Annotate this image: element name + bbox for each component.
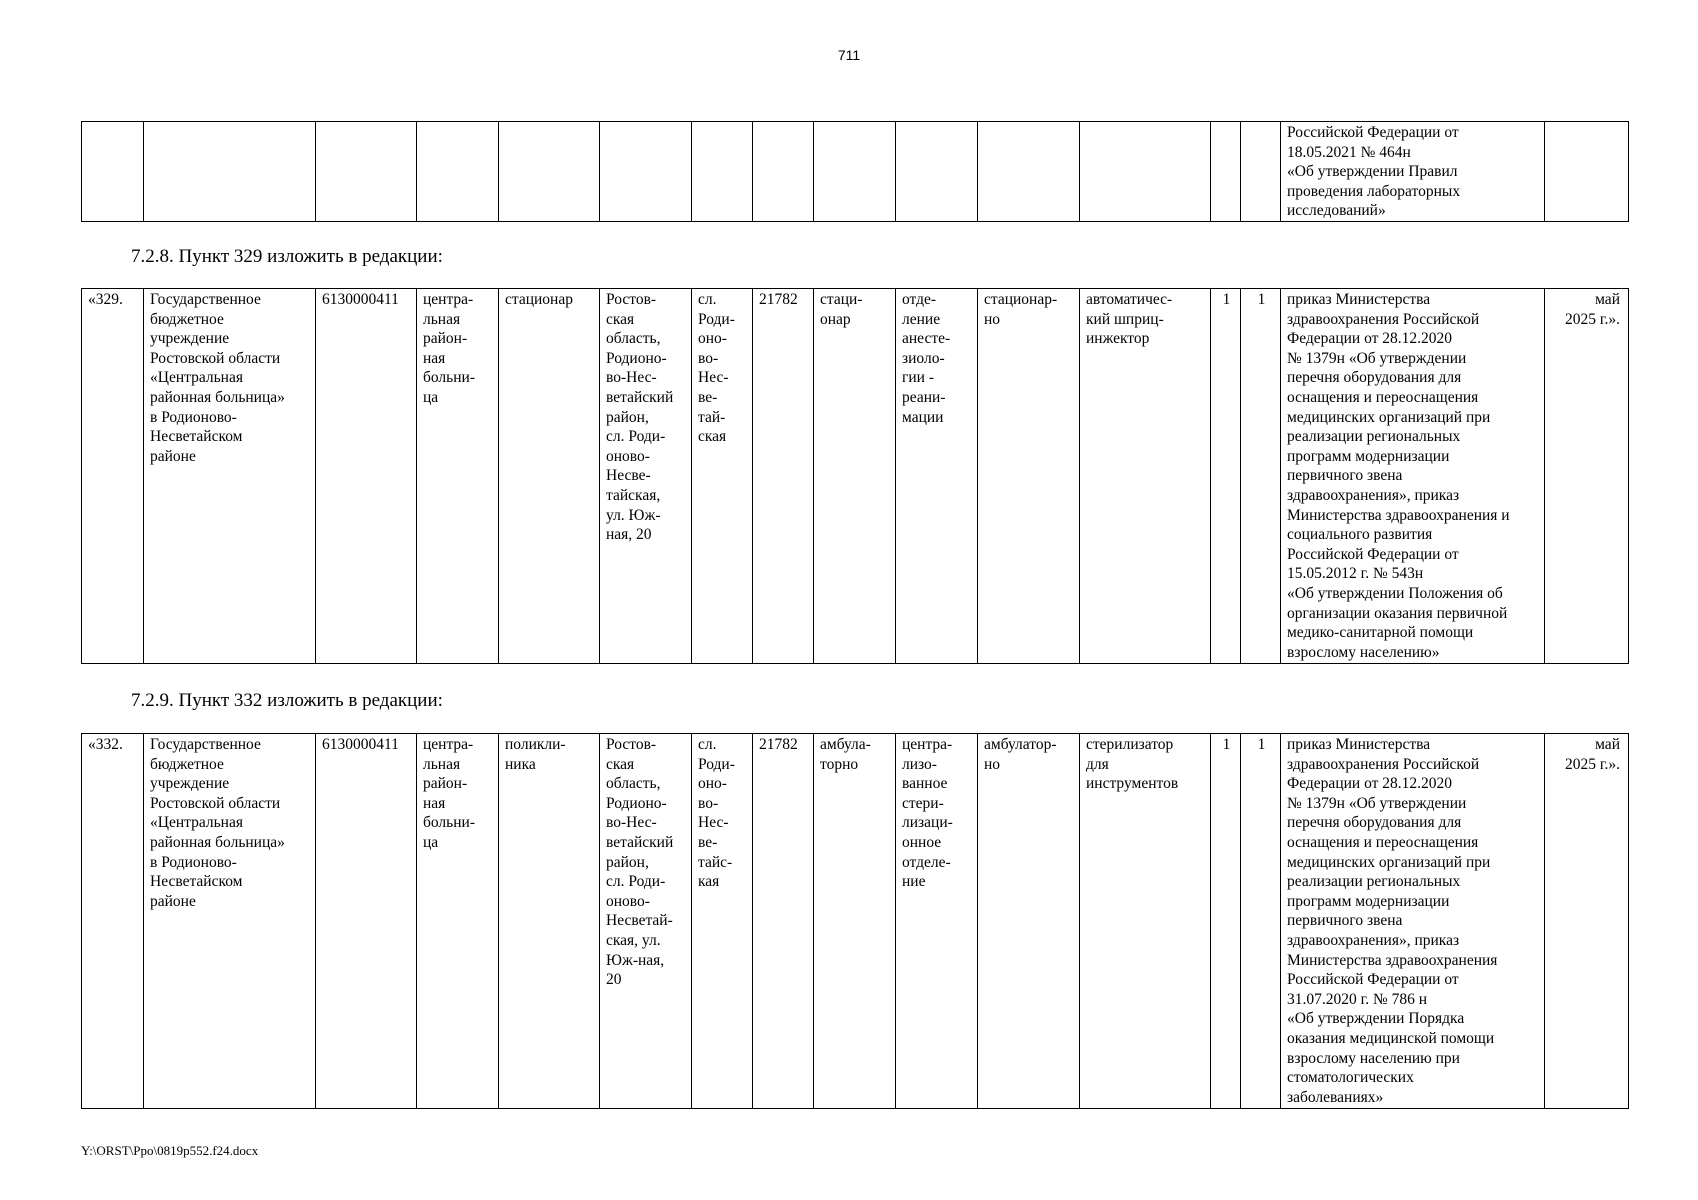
text-line: 2025 г.». bbox=[1565, 310, 1620, 328]
text-line: Государственное bbox=[150, 736, 261, 753]
text-line: ванное bbox=[902, 775, 948, 793]
text-line: стоматологических bbox=[1287, 1069, 1414, 1087]
footer-file-path: Y:\ORST\Ppo\0819p552.f24.docx bbox=[81, 1143, 259, 1158]
section-heading-7-2-9: 7.2.9. Пункт 332 изложить в редакции: bbox=[131, 690, 443, 711]
text-line: «332. bbox=[88, 736, 123, 753]
text-line: медицинских организаций при bbox=[1287, 853, 1491, 871]
text-line: учреждение bbox=[150, 330, 230, 348]
quantity-cell bbox=[1211, 289, 1241, 664]
locality-cell bbox=[692, 734, 753, 1109]
text-line: район, bbox=[606, 408, 649, 426]
text-line: в Родионово- bbox=[150, 408, 237, 426]
text-line: Ростовской области bbox=[150, 794, 281, 812]
legal-basis-cell bbox=[1281, 734, 1545, 1109]
text-line: Нес- bbox=[698, 814, 729, 832]
text-line: май bbox=[1595, 291, 1620, 308]
text-line: 1 bbox=[1222, 736, 1231, 753]
text-line: Федерации от 28.12.2020 bbox=[1287, 775, 1453, 793]
text-line: программ модернизации bbox=[1287, 892, 1450, 910]
text-line: перечня оборудования для bbox=[1287, 369, 1462, 387]
text-line: «Центральная bbox=[150, 369, 243, 387]
text-line: «Об утверждении Порядка bbox=[1287, 1010, 1465, 1028]
text-line: реализации региональных bbox=[1287, 873, 1461, 891]
text-line: Несве- bbox=[606, 467, 651, 485]
text-line: лизаци- bbox=[902, 814, 953, 832]
text-line: ная bbox=[423, 349, 446, 367]
text-line: тайская, bbox=[606, 486, 661, 504]
table-row bbox=[82, 734, 1629, 1109]
text-line: Государственное bbox=[150, 291, 261, 308]
legal-basis-cell bbox=[1281, 122, 1545, 222]
text-line: «Центральная bbox=[150, 814, 243, 832]
text-line: ца bbox=[423, 833, 439, 851]
text-line: во-Нес- bbox=[606, 814, 657, 832]
text-line: «329. bbox=[88, 291, 123, 308]
quantity-cell bbox=[1211, 734, 1241, 1109]
text-line: сл. bbox=[698, 736, 717, 753]
text-line: гии - bbox=[902, 369, 934, 387]
text-line: оно- bbox=[698, 775, 727, 793]
text-line: 15.05.2012 г. № 543н bbox=[1287, 565, 1424, 583]
text-line: ская bbox=[698, 428, 727, 446]
text-line: Российской Федерации от bbox=[1287, 124, 1459, 141]
text-line: район- bbox=[423, 775, 468, 793]
text-line: район, bbox=[606, 853, 649, 871]
text-line: Роди- bbox=[698, 755, 735, 773]
text-line: Министерства здравоохранения bbox=[1287, 951, 1498, 969]
text-line: исследований» bbox=[1287, 202, 1386, 220]
legal-basis-cell bbox=[1281, 289, 1545, 664]
text-line: кий шприц- bbox=[1086, 310, 1164, 328]
row-number-cell bbox=[82, 734, 144, 1109]
text-line: отделе- bbox=[902, 853, 951, 871]
care-mode-cell bbox=[978, 289, 1080, 664]
text-line: центра- bbox=[423, 291, 474, 308]
text-line: стационар bbox=[505, 291, 573, 308]
text-line: отде- bbox=[902, 291, 937, 308]
text-line: оказания медицинской помощи bbox=[1287, 1029, 1495, 1047]
text-line: в Родионово- bbox=[150, 853, 237, 871]
organization-cell bbox=[144, 289, 316, 664]
text-line: районе bbox=[150, 447, 196, 465]
text-line: Юж-ная, bbox=[606, 951, 665, 969]
quantity-cell bbox=[1241, 289, 1281, 664]
text-line: во- bbox=[698, 794, 719, 812]
text-line: ление bbox=[902, 310, 941, 328]
text-line: амбула- bbox=[820, 736, 871, 753]
text-line: здравоохранения», приказ bbox=[1287, 486, 1460, 504]
text-line: инструментов bbox=[1086, 775, 1179, 793]
text-line: здравоохранения», приказ bbox=[1287, 931, 1460, 949]
text-line: инжектор bbox=[1086, 330, 1150, 348]
text-line: ве- bbox=[698, 833, 718, 851]
text-line: оснащения и переоснащения bbox=[1287, 833, 1479, 851]
text-line: Несветайском bbox=[150, 873, 243, 891]
text-line: Министерства здравоохранения и bbox=[1287, 506, 1510, 524]
text-line: взрослому населению при bbox=[1287, 1049, 1460, 1067]
text-line: кая bbox=[698, 873, 720, 891]
text-line: льная bbox=[423, 755, 461, 773]
facility-type-cell bbox=[417, 289, 499, 664]
text-line: стационар- bbox=[984, 291, 1058, 308]
address-cell bbox=[600, 734, 692, 1109]
text-line: проведения лабораторных bbox=[1287, 182, 1461, 200]
text-line: здравоохранения Российской bbox=[1287, 310, 1480, 328]
department-cell bbox=[896, 289, 978, 664]
quantity-cell bbox=[1241, 734, 1281, 1109]
text-line: для bbox=[1086, 755, 1109, 773]
equipment-cell bbox=[1080, 734, 1211, 1109]
text-line: учреждение bbox=[150, 775, 230, 793]
text-line: центра- bbox=[902, 736, 953, 753]
inn-cell bbox=[316, 289, 417, 664]
text-line: 31.07.2020 г. № 786 н bbox=[1287, 990, 1428, 1008]
text-line: взрослому населению» bbox=[1287, 643, 1440, 661]
text-line: 6130000411 bbox=[322, 736, 399, 753]
row-number-cell bbox=[82, 289, 144, 664]
text-line: Родионо- bbox=[606, 794, 667, 812]
deadline-cell bbox=[1545, 734, 1629, 1109]
text-line: бюджетное bbox=[150, 755, 224, 773]
address-cell bbox=[600, 289, 692, 664]
text-line: центра- bbox=[423, 736, 474, 753]
text-line: Российской Федерации от bbox=[1287, 971, 1459, 989]
text-line: районная больница» bbox=[150, 833, 285, 851]
text-line: 1 bbox=[1222, 291, 1231, 308]
code-cell bbox=[753, 734, 814, 1109]
text-line: ца bbox=[423, 388, 439, 406]
text-line: зиоло- bbox=[902, 349, 945, 367]
text-line: 20 bbox=[606, 971, 622, 989]
text-line: амбулатор- bbox=[984, 736, 1057, 753]
text-line: Роди- bbox=[698, 310, 735, 328]
equipment-cell bbox=[1080, 289, 1211, 664]
text-line: торно bbox=[820, 755, 859, 773]
text-line: область, bbox=[606, 775, 661, 793]
text-line: но bbox=[984, 310, 1001, 328]
text-line: май bbox=[1595, 736, 1620, 753]
text-line: ская bbox=[606, 310, 635, 328]
text-line: районная больница» bbox=[150, 388, 285, 406]
deadline-cell bbox=[1545, 289, 1629, 664]
table-row bbox=[82, 289, 1629, 664]
text-line: программ модернизации bbox=[1287, 447, 1450, 465]
text-line: сл. Роди- bbox=[606, 428, 666, 446]
text-line: во-Нес- bbox=[606, 369, 657, 387]
department-cell bbox=[896, 734, 978, 1109]
text-line: льная bbox=[423, 310, 461, 328]
text-line: оново- bbox=[606, 892, 650, 910]
text-line: 21782 bbox=[759, 291, 798, 308]
unit-cell bbox=[814, 734, 896, 1109]
text-line: ул. Юж- bbox=[606, 506, 661, 524]
text-line: Ростовской области bbox=[150, 349, 281, 367]
text-line: сл. Роди- bbox=[606, 873, 666, 891]
text-line: Ростов- bbox=[606, 291, 657, 308]
text-line: приказ Министерства bbox=[1287, 291, 1431, 308]
text-line: «Об утверждении Положения об bbox=[1287, 584, 1503, 602]
text-line: тай- bbox=[698, 408, 726, 426]
text-line: стери- bbox=[902, 794, 944, 812]
item-332-table bbox=[81, 733, 1629, 1109]
text-line: медико-санитарной помощи bbox=[1287, 624, 1474, 642]
text-line: заболеваниях» bbox=[1287, 1088, 1384, 1106]
organization-cell bbox=[144, 734, 316, 1109]
text-line: 1 bbox=[1257, 291, 1266, 308]
text-line: 6130000411 bbox=[322, 291, 399, 308]
text-line: Родионо- bbox=[606, 349, 667, 367]
unit-cell bbox=[814, 289, 896, 664]
care-kind-cell bbox=[499, 734, 600, 1109]
text-line: 21782 bbox=[759, 736, 798, 753]
text-line: организации оказания первичной bbox=[1287, 604, 1508, 622]
text-line: ние bbox=[902, 873, 926, 891]
text-line: анесте- bbox=[902, 330, 951, 348]
text-line: оно- bbox=[698, 330, 727, 348]
text-line: больни- bbox=[423, 369, 475, 387]
text-line: ве- bbox=[698, 388, 718, 406]
item-329-table bbox=[81, 288, 1629, 664]
section-heading-7-2-8: 7.2.8. Пункт 329 изложить в редакции: bbox=[131, 246, 443, 267]
text-line: стерилизатор bbox=[1086, 736, 1174, 753]
text-line: Федерации от 28.12.2020 bbox=[1287, 330, 1453, 348]
text-line: ника bbox=[505, 755, 536, 773]
text-line: ная, 20 bbox=[606, 526, 652, 544]
text-line: онар bbox=[820, 310, 851, 328]
text-line: первичного звена bbox=[1287, 912, 1403, 930]
text-line: Ростов- bbox=[606, 736, 657, 753]
text-line: ная bbox=[423, 794, 446, 812]
text-line: ская bbox=[606, 755, 635, 773]
text-line: ветайский bbox=[606, 833, 674, 851]
code-cell bbox=[753, 289, 814, 664]
care-mode-cell bbox=[978, 734, 1080, 1109]
text-line: лизо- bbox=[902, 755, 937, 773]
text-line: ская, ул. bbox=[606, 931, 661, 949]
text-line: тайс- bbox=[698, 853, 733, 871]
care-kind-cell bbox=[499, 289, 600, 664]
facility-type-cell bbox=[417, 734, 499, 1109]
text-line: оново- bbox=[606, 447, 650, 465]
text-line: Несветайском bbox=[150, 428, 243, 446]
text-line: первичного звена bbox=[1287, 467, 1403, 485]
text-line: но bbox=[984, 755, 1001, 773]
text-line: бюджетное bbox=[150, 310, 224, 328]
text-line: Несветай- bbox=[606, 912, 673, 930]
text-line: 2025 г.». bbox=[1565, 755, 1620, 773]
page-number: 711 bbox=[837, 47, 861, 63]
text-line: реализации региональных bbox=[1287, 428, 1461, 446]
text-line: Нес- bbox=[698, 369, 729, 387]
text-line: здравоохранения Российской bbox=[1287, 755, 1480, 773]
text-line: ветайский bbox=[606, 388, 674, 406]
text-line: медицинских организаций при bbox=[1287, 408, 1491, 426]
text-line: Российской Федерации от bbox=[1287, 545, 1459, 563]
text-line: поликли- bbox=[505, 736, 566, 753]
text-line: больни- bbox=[423, 814, 475, 832]
text-line: районе bbox=[150, 892, 196, 910]
text-line: 18.05.2021 № 464н bbox=[1287, 143, 1411, 161]
text-line: социального развития bbox=[1287, 526, 1433, 544]
text-line: область, bbox=[606, 330, 661, 348]
continuation-table bbox=[81, 121, 1629, 222]
text-line: приказ Министерства bbox=[1287, 736, 1431, 753]
text-line: во- bbox=[698, 349, 719, 367]
text-line: перечня оборудования для bbox=[1287, 814, 1462, 832]
text-line: оснащения и переоснащения bbox=[1287, 388, 1479, 406]
inn-cell bbox=[316, 734, 417, 1109]
locality-cell bbox=[692, 289, 753, 664]
text-line: № 1379н «Об утверждении bbox=[1287, 349, 1467, 367]
text-line: стаци- bbox=[820, 291, 863, 308]
text-line: «Об утверждении Правил bbox=[1287, 163, 1458, 181]
text-line: автоматичес- bbox=[1086, 291, 1173, 308]
text-line: мации bbox=[902, 408, 944, 426]
text-line: сл. bbox=[698, 291, 717, 308]
table-row bbox=[82, 122, 1629, 222]
text-line: 1 bbox=[1257, 736, 1266, 753]
text-line: № 1379н «Об утверждении bbox=[1287, 794, 1467, 812]
text-line: онное bbox=[902, 833, 942, 851]
text-line: реани- bbox=[902, 388, 946, 406]
text-line: район- bbox=[423, 330, 468, 348]
